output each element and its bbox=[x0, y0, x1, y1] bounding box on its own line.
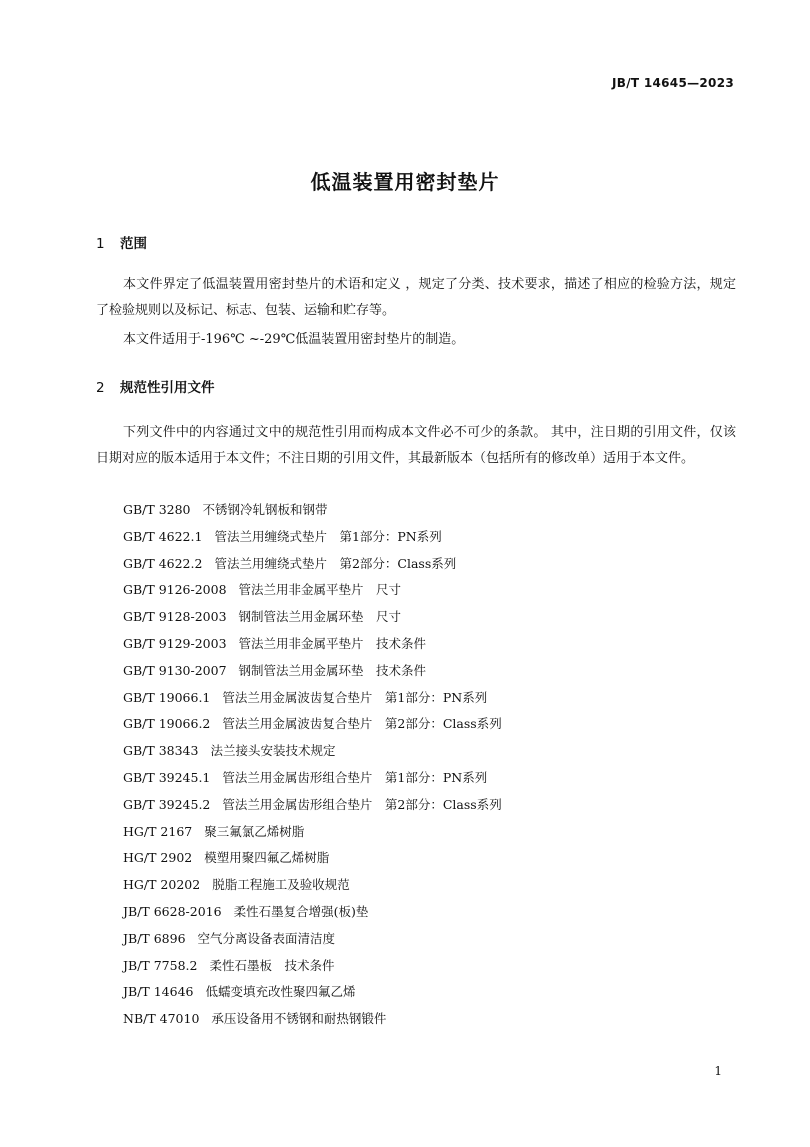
section-1-number: 1 bbox=[96, 236, 105, 252]
reference-item bbox=[123, 845, 502, 872]
reference-item bbox=[123, 577, 502, 604]
reference-item bbox=[123, 524, 502, 551]
reference-item bbox=[123, 551, 502, 578]
reference-title: 钢制管法兰用金属环垫 技术条件 bbox=[238, 662, 427, 678]
reference-code: JB/T 6896 bbox=[123, 930, 186, 946]
section-1-title: 范围 bbox=[120, 236, 147, 252]
reference-item bbox=[123, 711, 502, 738]
reference-title: 管法兰用金属波齿复合垫片 第1部分：PN系列 bbox=[222, 689, 488, 705]
reference-item bbox=[123, 819, 502, 846]
reference-item bbox=[123, 631, 502, 658]
reference-title: 空气分离设备表面清洁度 bbox=[197, 930, 336, 946]
reference-title: 管法兰用缠绕式垫片 第2部分：Class系列 bbox=[214, 555, 457, 571]
reference-item bbox=[123, 738, 502, 765]
reference-title: 管法兰用非金属平垫片 尺寸 bbox=[238, 582, 402, 598]
reference-code: JB/T 14646 bbox=[123, 984, 194, 1000]
reference-item bbox=[123, 979, 502, 1006]
section-2-heading bbox=[96, 376, 215, 396]
reference-code: GB/T 9130-2007 bbox=[123, 662, 227, 678]
reference-title: 柔性石墨板 技术条件 bbox=[209, 957, 335, 973]
reference-list bbox=[123, 497, 502, 1033]
section-1-paragraph-1: 本文件界定了低温装置用密封垫片的术语和定义 ，规定了分类、技术要求，描述了相应的检验方法，规定了检验规则以及标记、标志、包装、运输和贮存等。 bbox=[96, 277, 736, 318]
reference-code: GB/T 39245.1 bbox=[123, 769, 211, 785]
reference-code: GB/T 9129-2003 bbox=[123, 635, 227, 651]
reference-code: NB/T 47010 bbox=[123, 1011, 200, 1027]
reference-title: 聚三氟氯乙烯树脂 bbox=[204, 823, 305, 839]
reference-code: HG/T 2902 bbox=[123, 850, 193, 866]
section-1-heading bbox=[96, 232, 147, 252]
reference-item bbox=[123, 926, 502, 953]
reference-title: 脱脂工程施工及验收规范 bbox=[212, 877, 350, 893]
reference-code: GB/T 3280 bbox=[123, 502, 191, 517]
reference-title: 管法兰用金属齿形组合垫片 第2部分：Class系列 bbox=[222, 796, 502, 812]
section-2-number: 2 bbox=[96, 380, 105, 396]
reference-item bbox=[123, 765, 502, 792]
reference-item bbox=[123, 497, 502, 524]
section-1-paragraph-2: 本文件适用于-196℃ ~-29℃低温装置用密封垫片的制造。 bbox=[123, 332, 465, 347]
standard-number: JB/T 14645—2023 bbox=[611, 76, 734, 90]
reference-item bbox=[123, 604, 502, 631]
reference-title: 管法兰用缠绕式垫片 第1部分：PN系列 bbox=[214, 528, 442, 544]
reference-title: 钢制管法兰用金属环垫 尺寸 bbox=[238, 609, 402, 625]
reference-code: JB/T 6628-2016 bbox=[123, 903, 222, 919]
reference-item bbox=[123, 792, 502, 819]
reference-code: GB/T 38343 bbox=[123, 743, 199, 759]
reference-item bbox=[123, 1006, 502, 1033]
reference-code: HG/T 2167 bbox=[123, 823, 193, 839]
reference-code: GB/T 4622.1 bbox=[123, 528, 203, 544]
reference-title: 法兰接头安装技术规定 bbox=[210, 743, 336, 759]
reference-item bbox=[123, 872, 502, 899]
reference-title: 模塑用聚四氟乙烯树脂 bbox=[204, 850, 330, 866]
page-number: 1 bbox=[714, 1064, 722, 1078]
reference-title: 管法兰用金属波齿复合垫片 第2部分：Class系列 bbox=[222, 716, 502, 732]
reference-title: 柔性石墨复合增强(板)垫 bbox=[233, 903, 369, 919]
reference-code: GB/T 19066.2 bbox=[123, 716, 211, 732]
reference-item bbox=[123, 953, 502, 980]
reference-code: GB/T 9128-2003 bbox=[123, 609, 227, 625]
section-2-intro: 下列文件中的内容通过文中的规范性引用而构成本文件必不可少的条款。 其中，注日期的引用文件，仅该日期对应的版本适用于本文件；不注日期的引用文件，其最新版本（包括所有的修改单）适用于本文件。 bbox=[96, 425, 736, 466]
reference-code: JB/T 7758.2 bbox=[123, 957, 198, 973]
reference-code: GB/T 9126-2008 bbox=[123, 582, 227, 598]
reference-item bbox=[123, 658, 502, 685]
reference-title: 管法兰用非金属平垫片 技术条件 bbox=[238, 635, 427, 651]
reference-title: 不锈钢冷轧钢板和钢带 bbox=[202, 502, 328, 517]
reference-code: GB/T 19066.1 bbox=[123, 689, 211, 705]
page-title: 低温装置用密封垫片 bbox=[310, 170, 500, 194]
section-2-title: 规范性引用文件 bbox=[120, 380, 215, 396]
reference-title: 管法兰用金属齿形组合垫片 第1部分：PN系列 bbox=[222, 769, 488, 785]
reference-code: GB/T 39245.2 bbox=[123, 796, 211, 812]
reference-title: 承压设备用不锈钢和耐热钢锻件 bbox=[211, 1011, 387, 1027]
reference-item bbox=[123, 899, 502, 926]
reference-title: 低蠕变填充改性聚四氟乙烯 bbox=[205, 984, 356, 1000]
reference-code: GB/T 4622.2 bbox=[123, 555, 203, 571]
reference-item bbox=[123, 685, 502, 712]
reference-code: HG/T 20202 bbox=[123, 877, 201, 893]
